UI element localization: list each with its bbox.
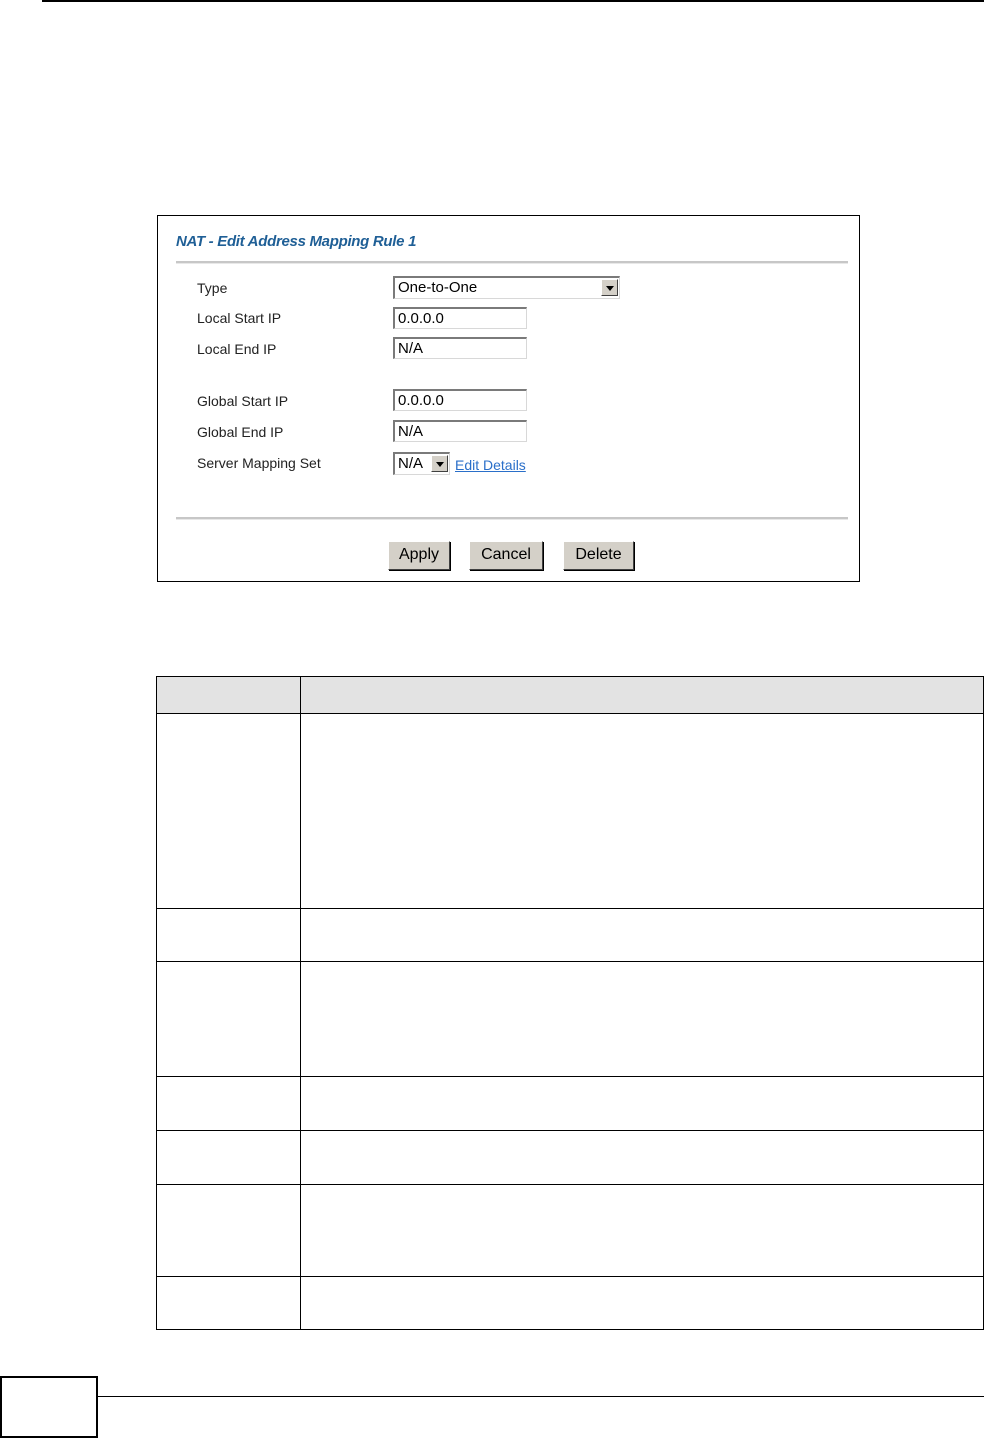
table-header-cell: [157, 677, 301, 714]
local-start-ip-input[interactable]: 0.0.0.0: [393, 307, 527, 329]
table-cell: [301, 909, 984, 962]
nat-edit-panel: [157, 215, 860, 582]
server-mapping-set-value: N/A: [398, 455, 424, 472]
local-start-ip-label: Local Start IP: [197, 310, 282, 326]
table-cell: [157, 714, 301, 909]
table-row: [157, 1131, 984, 1185]
local-end-ip-label: Local End IP: [197, 341, 277, 357]
footer-rule: [0, 1396, 984, 1397]
table-header-row: [157, 677, 984, 714]
page-top-rule: [42, 0, 984, 2]
global-end-ip-label: Global End IP: [197, 424, 284, 440]
local-end-ip-input[interactable]: N/A: [393, 337, 527, 359]
global-end-ip-input[interactable]: N/A: [393, 420, 527, 442]
table-cell: [157, 909, 301, 962]
server-mapping-set-select[interactable]: [393, 452, 450, 475]
table-cell: [157, 962, 301, 1077]
apply-button[interactable]: Apply: [388, 541, 450, 570]
table-cell: [157, 1185, 301, 1277]
table-cell: [157, 1277, 301, 1330]
global-start-ip-input[interactable]: 0.0.0.0: [393, 389, 527, 411]
global-start-ip-label: Global Start IP: [197, 393, 289, 409]
table-cell: [157, 1131, 301, 1185]
server-mapping-set-label: Server Mapping Set: [197, 455, 321, 471]
table-cell: [301, 962, 984, 1077]
table-row: [157, 909, 984, 962]
table-row: [157, 1077, 984, 1131]
table-cell: [301, 714, 984, 909]
panel-title: NAT - Edit Address Mapping Rule 1: [176, 233, 417, 250]
chevron-down-icon[interactable]: [601, 279, 618, 296]
table-row: [157, 1277, 984, 1330]
type-select[interactable]: [393, 276, 620, 299]
description-table: [156, 676, 984, 1330]
chevron-down-icon[interactable]: [431, 455, 448, 472]
table-cell: [301, 1131, 984, 1185]
delete-button[interactable]: Delete: [563, 541, 634, 570]
table-header-cell: [301, 677, 984, 714]
edit-details-link[interactable]: Edit Details: [455, 457, 526, 473]
button-divider: [176, 517, 848, 520]
page-number-box: [0, 1376, 98, 1438]
type-select-value: One-to-One: [398, 279, 478, 296]
table-cell: [301, 1185, 984, 1277]
table-cell: [157, 1077, 301, 1131]
table-row: [157, 1185, 984, 1277]
table-cell: [301, 1077, 984, 1131]
table-cell: [301, 1277, 984, 1330]
title-divider: [176, 261, 848, 264]
table-row: [157, 714, 984, 909]
table-row: [157, 962, 984, 1077]
cancel-button[interactable]: Cancel: [469, 541, 543, 570]
type-label: Type: [197, 280, 228, 296]
